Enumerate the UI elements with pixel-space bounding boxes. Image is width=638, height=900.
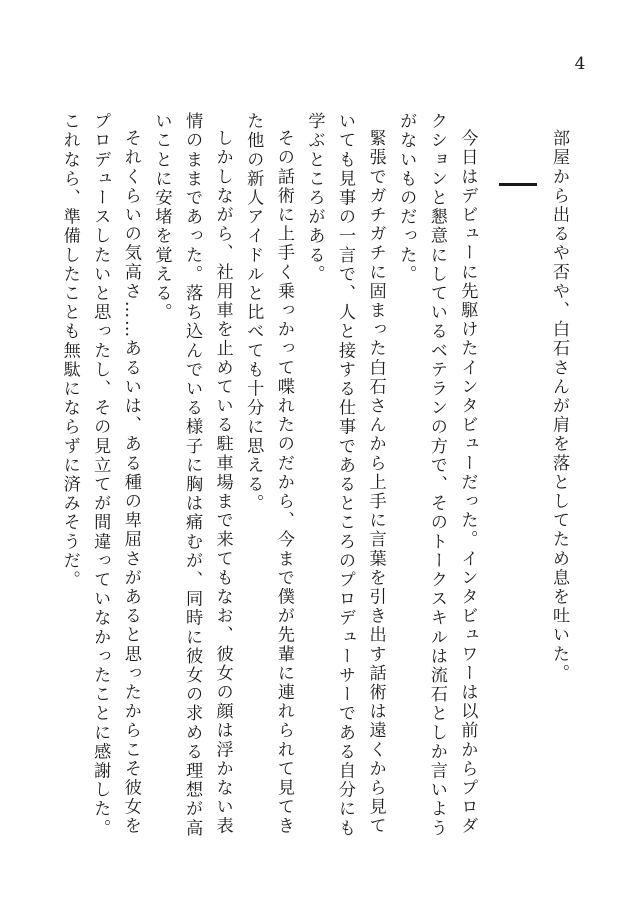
- paragraph: 緊張でガチガチに固まった白石さんから上手に言葉を引き出す話術は遠くから見ていても見事の一言で、人と接する仕事であるところのプロデューサーである自分にも学ぶところがある。: [304, 112, 386, 838]
- paragraph: 今日はデビューに先駆けたインタビューだった。インタビュワーは以前からプロダクションと懇意にしているベテランの方で、そのトークスキルは流石としか言いようがないものだった。: [396, 112, 478, 838]
- paragraph: 部屋から出るや否や、白石さんが肩を落としてため息を吐いた。: [549, 129, 569, 684]
- page-number: 4: [574, 54, 586, 74]
- paragraph: それくらいの気高さ……あるいは、ある種の卑屈さがあると思ったからこそ彼女をプロデュースしたいと思ったし、その見立てが間違っていなかったことに感謝した。これなら、準備したことも無駄にならずに済みそうだ。: [59, 112, 141, 838]
- paragraph: その話術に上手く乗っかって喋れたのだから、今まで僕が先輩に連れられて見てきた他の新人アイドルと比べても十分に思える。: [243, 112, 294, 836]
- body-text: [54, 112, 574, 842]
- paragraph: しかしながら、社用車を止めている駐車場まで来てもなお、彼女の顔は浮かない表情のままであった。落ち込んでいる様子に胸は痛むが、同時に彼女の求める理想が高いことに安堵を覚える。: [151, 112, 233, 838]
